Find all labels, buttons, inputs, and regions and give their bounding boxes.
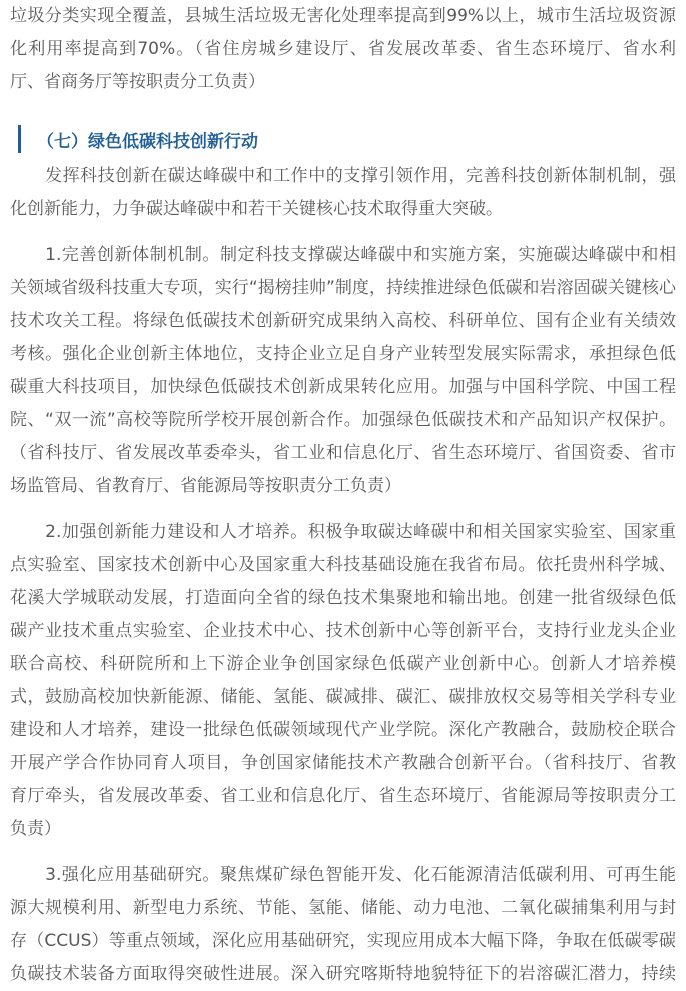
text-line: 育厅牵头，省发展改革委、省工业和信息化厅、省生态环境厅、省能源局等按职责分工 bbox=[10, 786, 676, 806]
section-body bbox=[10, 160, 676, 991]
text-line: 3.强化应用基础研究。聚焦煤矿绿色智能开发、化石能源清洁低碳利用、可再生能 bbox=[10, 865, 676, 885]
text-line: 发挥科技创新在碳达峰碳中和工作中的支撑引领作用，完善科技创新体制机制，强 bbox=[10, 166, 676, 186]
text-line: 负责） bbox=[10, 819, 61, 839]
paragraph bbox=[10, 160, 676, 226]
text-line: 点实验室、国家技术创新中心及国家重大科技基础设施在我省布局。依托贵州科学城、 bbox=[10, 555, 676, 575]
text-line: 1.完善创新体制机制。制定科技支撑碳达峰碳中和实施方案，实施碳达峰碳中和相 bbox=[10, 245, 676, 265]
text-line: 存（CCUS）等重点领域，深化应用基础研究，实现应用成本大幅下降，争取在低碳零碳 bbox=[10, 931, 676, 951]
text-line: 技术攻关工程。将绿色低碳技术创新研究成果纳入高校、科研单位、国有企业有关绩效 bbox=[10, 311, 676, 331]
text-line: 场监管局、省教育厅、省能源局等按职责分工负责） bbox=[10, 476, 401, 496]
heading-accent-bar bbox=[18, 125, 21, 153]
paragraph bbox=[10, 239, 676, 503]
section-heading bbox=[18, 124, 676, 154]
text-line: 建设和人才培养，建设一批绿色低碳领域现代产业学院。深化产教融合，鼓励校企联合 bbox=[10, 720, 676, 740]
text-line: 花溪大学城联动发展，打造面向全省的绿色技术集聚地和输出地。创建一批省级绿色低 bbox=[10, 588, 676, 608]
text-line: 院、“双一流”高校等院所学校开展创新合作。加强绿色低碳技术和产品知识产权保护。 bbox=[10, 410, 676, 430]
section-title: （七）绿色低碳科技创新行动 bbox=[37, 131, 258, 152]
text-line: 负碳技术装备方面取得突破性进展。深入研究喀斯特地貌特征下的岩溶碳汇潜力，持续 bbox=[10, 964, 676, 984]
text-line: 开展产学合作协同育人项目，争创国家储能技术产教融合创新平台。（省科技厅、省教 bbox=[10, 753, 676, 773]
text-line: 关领域省级科技重大专项，实行“揭榜挂帅”制度，持续推进绿色低碳和岩溶固碳关键核心 bbox=[10, 278, 676, 298]
text-line: 化利用率提高到70%。（省住房城乡建设厅、省发展改革委、省生态环境厅、省水利 bbox=[10, 39, 676, 59]
intro-paragraph bbox=[10, 0, 676, 99]
text-line: 垃圾分类实现全覆盖，县城生活垃圾无害化处理率提高到99%以上，城市生活垃圾资源 bbox=[10, 6, 676, 26]
text-line: 式，鼓励高校加快新能源、储能、氢能、碳减排、碳汇、碳排放权交易等相关学科专业 bbox=[10, 687, 676, 707]
text-line: 2.加强创新能力建设和人才培养。积极争取碳达峰碳中和相关国家实验室、国家重 bbox=[10, 522, 676, 542]
text-line: 碳重大科技项目，加快绿色低碳技术创新成果转化应用。加强与中国科学院、中国工程 bbox=[10, 377, 676, 397]
text-line: （省科技厅、省发展改革委牵头，省工业和信息化厅、省生态环境厅、省国资委、省市 bbox=[10, 443, 676, 463]
paragraph bbox=[10, 516, 676, 846]
paragraph bbox=[10, 859, 676, 991]
text-line: 考核。强化企业创新主体地位，支持企业立足自身产业转型发展实际需求，承担绿色低 bbox=[10, 344, 676, 364]
text-line: 厅、省商务厅等按职责分工负责） bbox=[10, 72, 265, 92]
text-line: 碳产业技术重点实验室、企业技术中心、技术创新中心等创新平台，支持行业龙头企业 bbox=[10, 621, 676, 641]
text-line: 源大规模利用、新型电力系统、节能、氢能、储能、动力电池、二氧化碳捕集利用与封 bbox=[10, 898, 676, 918]
text-line: 联合高校、科研院所和上下游企业争创国家绿色低碳产业创新中心。创新人才培养模 bbox=[10, 654, 676, 674]
text-line: 化创新能力，力争碳达峰碳中和若干关键核心技术取得重大突破。 bbox=[10, 199, 503, 219]
